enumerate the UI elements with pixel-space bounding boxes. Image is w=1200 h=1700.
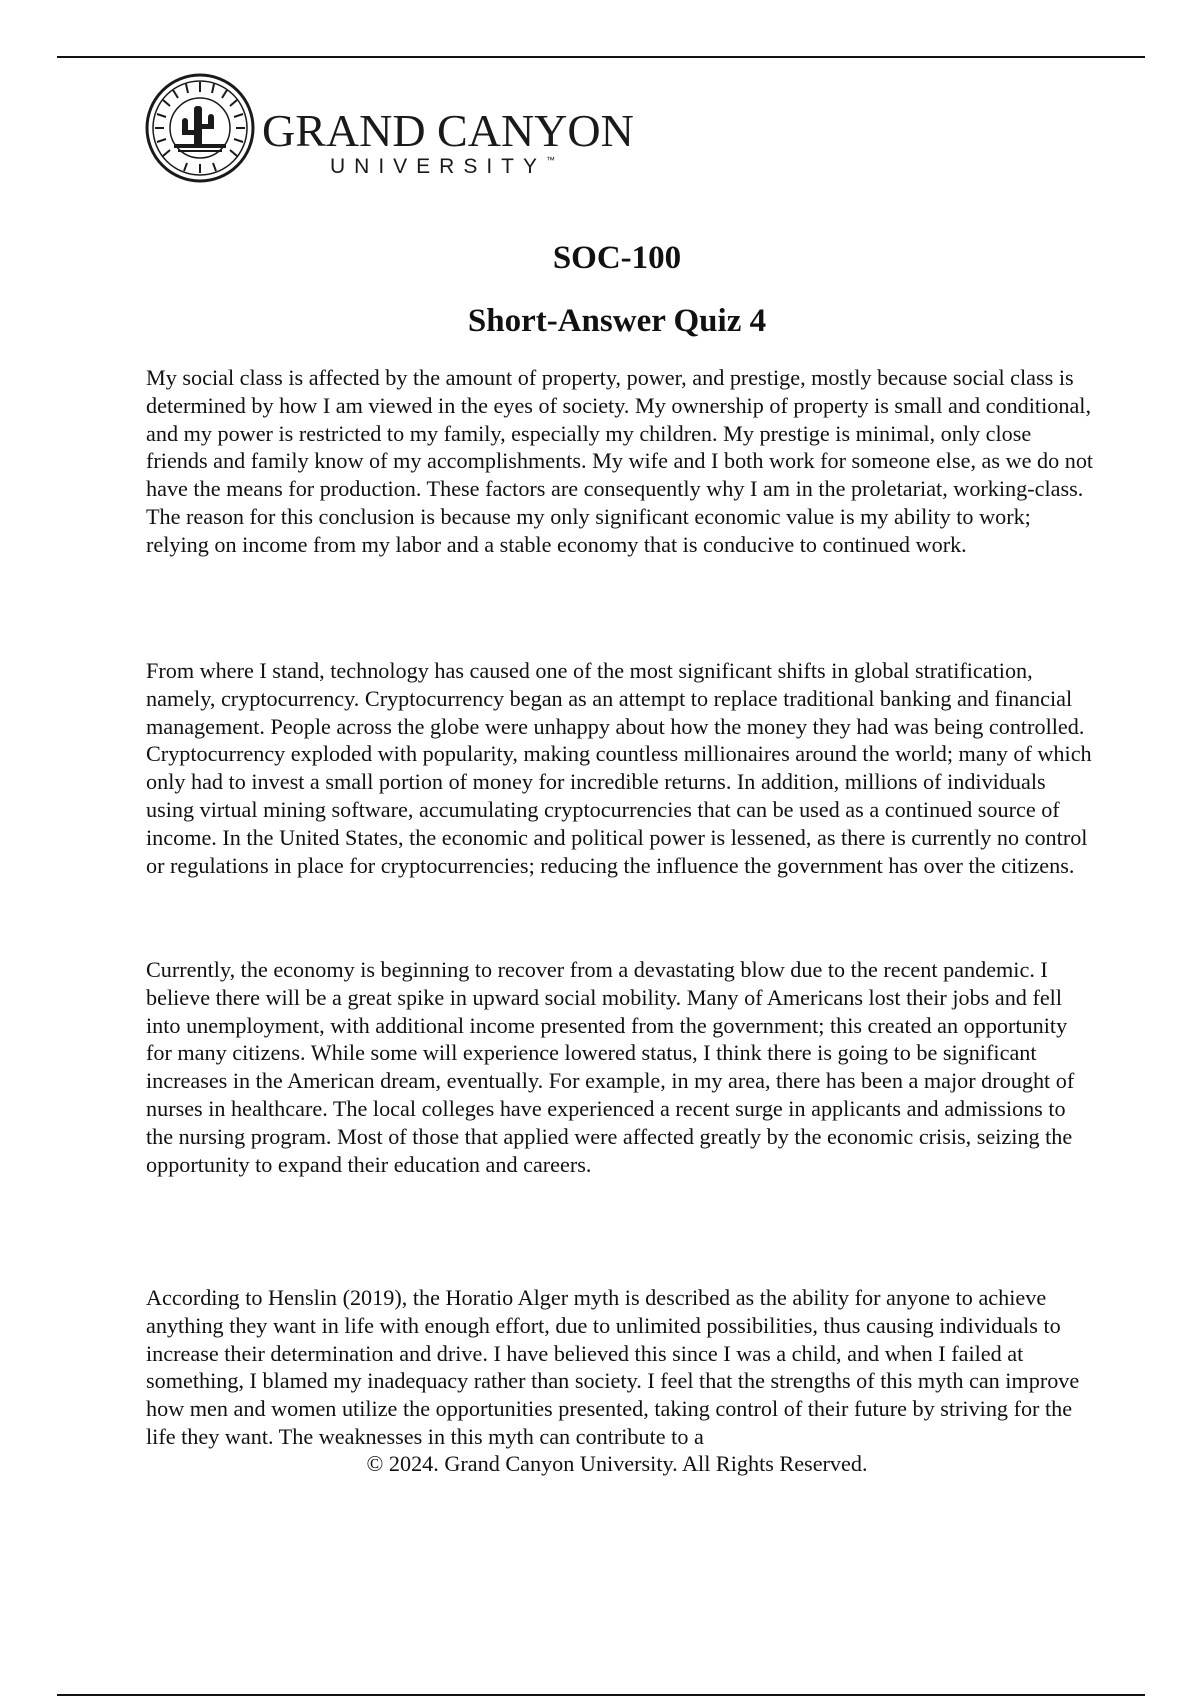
university-wordmark (262, 105, 642, 178)
answer-paragraph-2: From where I stand, technology has caused one of the most significant shifts in global stratification, namely, cryptocurrency. Cryptocurrency began as an attempt to replace traditional banking and financial management. People across the globe were unhappy about how the money they had was being controlled. Cryptocurrency exploded with popularity, making countless millionaires around the world; many of which only had to invest a small portion of money for incredible returns. In addition, millions of individuals using virtual mining software, accumulating cryptocurrencies that can be used as a continued source of income. In the United States, the economic and political power is lessened, as there is currently no control or regulations in place for cryptocurrencies; reducing the influence the government has over the citizens. (146, 658, 1092, 878)
bottom-rule (57, 1694, 1145, 1696)
university-name: GRAND CANYON (262, 105, 634, 156)
answer-paragraph-1: My social class is affected by the amount of property, power, and prestige, mostly because social class is determined by how I am viewed in the eyes of society. My ownership of property is small and conditional, and my power is restricted to my family, especially my children. My prestige is minimal, only close friends and family know of my accomplishments. My wife and I both work for someone else, as we do not have the means for production. These factors are consequently why I am in the proletariat, working-class. The reason for this conclusion is because my only significant economic value is my ability to work; relying on income from my labor and a stable economy that is conducive to continued work. (146, 365, 1094, 557)
answer-paragraph-3: Currently, the economy is beginning to recover from a devastating blow due to the recent pandemic. I believe there will be a great spike in upward social mobility. Many of Americans lost their jobs and fell into unemployment, with additional income presented from the government; this created an opportunity for many citizens. While some will experience lowered status, I think there is going to be significant increases in the American dream, eventually. For example, in my area, there has been a major drought of nurses in healthcare. The local colleges have experienced a recent surge in applicants and admissions to the nursing program. Most of those that applied were affected greatly by the economic crisis, seizing the opportunity to expand their education and careers. (146, 957, 1075, 1177)
quiz-title: Short-Answer Quiz 4 (467, 303, 767, 339)
answer-paragraph-4: According to Henslin (2019), the Horatio Alger myth is described as the ability for anyone to achieve anything they want in life with enough effort, due to unlimited possibilities, thus causing individuals to increase their determination and drive. I have believed this since I was a child, and when I failed at something, I blamed my inadequacy rather than society. I feel that the strengths of this myth can improve how men and women utilize the opportunities presented, taking control of their future by striving for the life they want. The weaknesses in this myth can contribute to a (146, 1285, 1080, 1449)
top-rule (57, 56, 1145, 58)
university-subtitle: UNIVERSITY™ (330, 155, 556, 178)
copyright-footer: © 2024. Grand Canyon University. All Rights Reserved. (366, 1451, 868, 1476)
course-code: SOC-100 (552, 240, 682, 276)
university-seal-icon (144, 72, 256, 184)
university-logo (144, 72, 644, 184)
